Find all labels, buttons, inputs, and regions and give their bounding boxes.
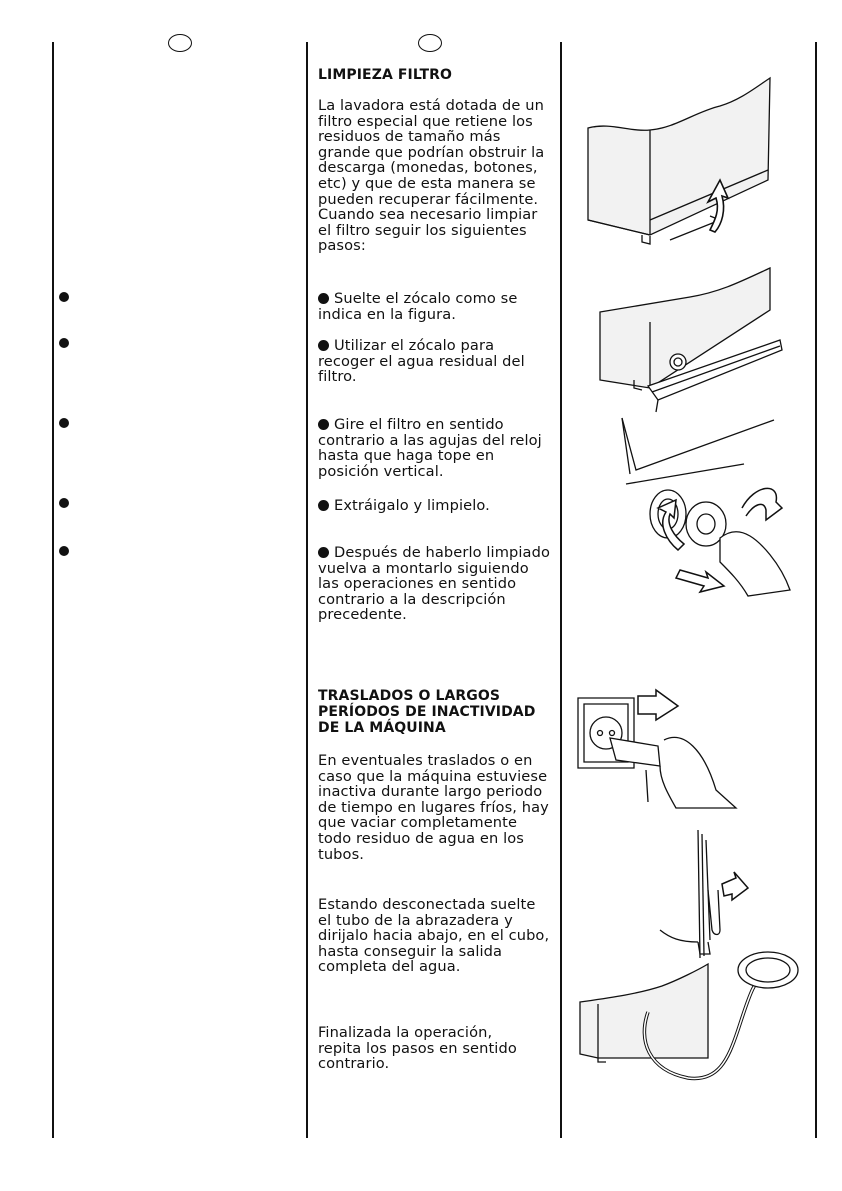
drain-into-bucket-illustration bbox=[578, 950, 810, 1090]
left-column-bullet bbox=[59, 338, 69, 348]
left-column-bullet bbox=[59, 546, 69, 556]
filter-step-2: Utilizar el zócalo para recoger el agua residual del filtro. bbox=[318, 337, 525, 386]
transport-section-title: TRASLADOS O LARGOS PERÍODOS DE INACTIVIDAD DE LA MÁQUINA bbox=[318, 688, 536, 736]
left-column-bullet bbox=[59, 292, 69, 302]
language-marker-left bbox=[168, 34, 192, 52]
column-divider-right bbox=[815, 42, 817, 1138]
column-divider-left bbox=[52, 42, 54, 1138]
filter-section-title: LIMPIEZA FILTRO bbox=[318, 67, 453, 83]
filled-circle-bullet-icon bbox=[318, 340, 329, 351]
filter-access-illustration bbox=[570, 262, 810, 412]
filter-removal-illustration bbox=[580, 412, 810, 602]
transport-paragraph-3: Finalizada la operación, repita los pasos en sentido contrario. bbox=[318, 1024, 517, 1073]
language-marker-right bbox=[418, 34, 442, 52]
filled-circle-bullet-icon bbox=[318, 500, 329, 511]
plinth-removal-illustration bbox=[570, 70, 810, 250]
transport-paragraph-2: Estando desconectada suelte el tubo de la abrazadera y dirijalo hacia abajo, en el cubo, hasta conseguir la salida completa del agua. bbox=[318, 896, 550, 976]
filter-step-3: Gire el filtro en sentido contrario a las agujas del reloj hasta que haga tope en posición vertical. bbox=[318, 416, 542, 480]
unplug-illustration bbox=[576, 690, 776, 810]
column-divider-middle-right bbox=[560, 42, 562, 1138]
filled-circle-bullet-icon bbox=[318, 547, 329, 558]
transport-paragraph-1: En eventuales traslados o en caso que la máquina estuviese inactiva durante largo periodo de tiempo en lugares fríos, hay que vaciar completamente todo residuo de agua en los tubos. bbox=[318, 752, 549, 863]
column-divider-middle-left bbox=[306, 42, 308, 1138]
filled-circle-bullet-icon bbox=[318, 293, 329, 304]
filter-step-1: Suelte el zócalo como se indica en la figura. bbox=[318, 290, 518, 323]
filter-step-4: Extráigalo y limpielo. bbox=[318, 498, 550, 514]
left-column-bullet bbox=[59, 418, 69, 428]
filter-step-5: Después de haberlo limpiado vuelva a montarlo siguiendo las operaciones en sentido contrario a la descripción precedente. bbox=[318, 544, 550, 624]
hose-release-illustration bbox=[640, 830, 760, 965]
left-column-bullet bbox=[59, 498, 69, 508]
filter-intro-paragraph: La lavadora está dotada de un filtro especial que retiene los residuos de tamaño más grande que podrían obstruir la descarga (monedas, botones, etc) y que de esta manera se pueden recuperar fácilmente. Cuando sea necesario limpiar el filtro seguir los siguientes pasos: bbox=[318, 97, 545, 255]
filled-circle-bullet-icon bbox=[318, 419, 329, 430]
